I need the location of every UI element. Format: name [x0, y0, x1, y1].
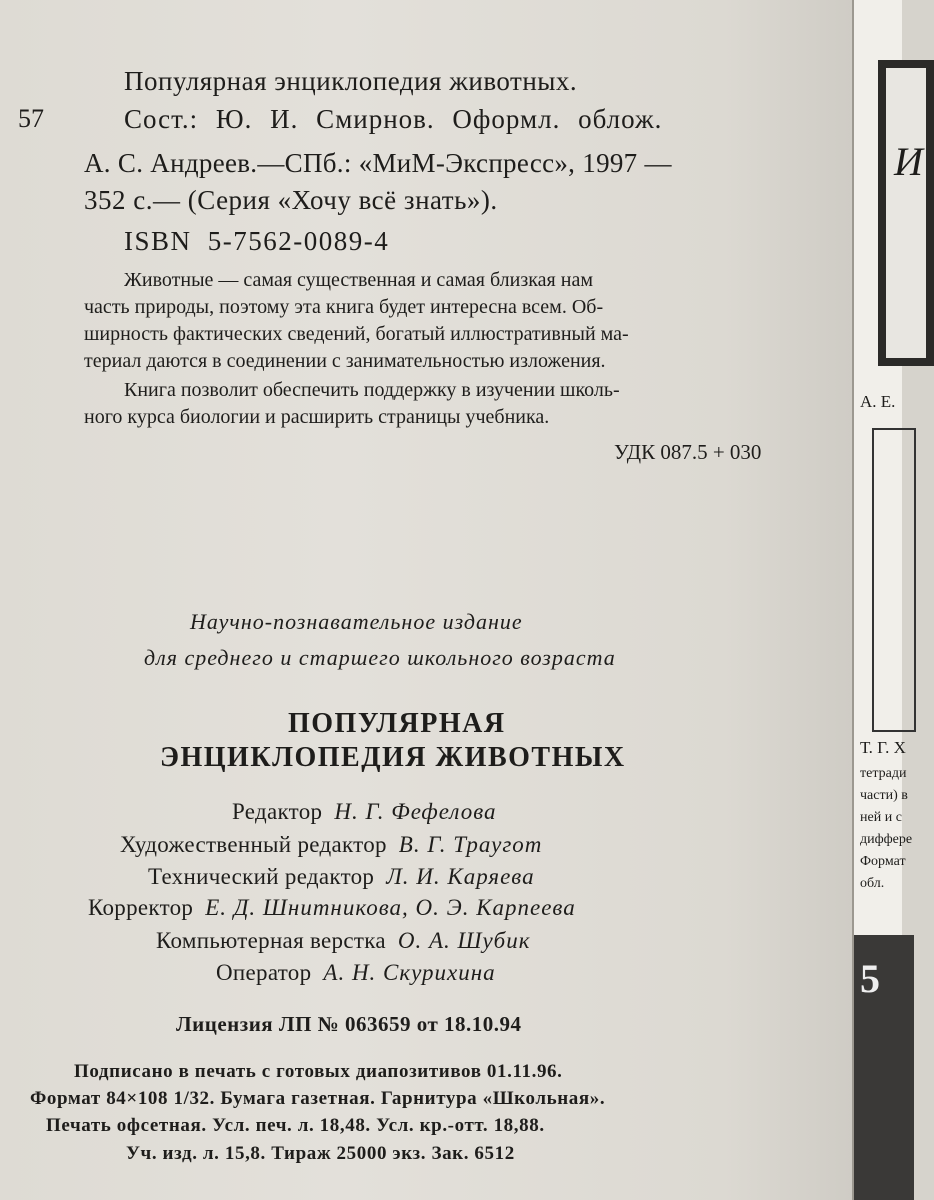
credit-layout: [156, 928, 531, 954]
annotation-line: Книга позволит обеспечить поддержку в изучении школь-: [124, 379, 620, 401]
credit-role: Корректор: [88, 895, 194, 920]
credit-role: Художественный редактор: [120, 832, 387, 857]
edition-audience: для среднего и старшего школьного возраста: [144, 645, 616, 670]
credit-name: В. Г. Траугот: [398, 832, 543, 857]
catalog-compiler: Сост.: Ю. И. Смирнов. Оформл. облож.: [124, 104, 663, 134]
imprint-line: Подписано в печать с готовых диапозитивов 01.11.96.: [74, 1061, 563, 1082]
udk-code: УДК 087.5 + 030: [614, 440, 762, 464]
adjacent-text: ней и с: [860, 810, 902, 825]
credit-role: Технический редактор: [148, 864, 375, 889]
annotation-line: ного курса биологии и расширить страницы учебника.: [84, 406, 550, 428]
annotation-line: териал даются в соединении с занимательностью изложения.: [84, 350, 606, 372]
book-title-line1: ПОПУЛЯРНАЯ: [288, 708, 506, 739]
adjacent-thumb-glyph: 5: [860, 956, 880, 1001]
adjacent-text: диффере: [860, 832, 913, 847]
catalog-pages: 352 с.— (Серия «Хочу всё знать»).: [84, 185, 498, 215]
catalog-publisher: А. С. Андреев.—СПб.: «МиМ-Экспресс», 1997 —: [84, 148, 672, 178]
credit-role: Компьютерная верстка: [156, 928, 386, 953]
adjacent-page-edge: [852, 0, 923, 1200]
adjacent-cover-box: [878, 60, 934, 366]
adjacent-thumbnail: [854, 935, 914, 1200]
credit-art-editor: [120, 832, 542, 858]
credit-name: Е. Д. Шнитникова, О. Э. Карпеева: [205, 895, 576, 920]
credit-tech-editor: [148, 864, 535, 890]
adjacent-text: Формат: [860, 854, 906, 869]
credit-operator: [216, 960, 496, 986]
adjacent-glyph: И: [894, 139, 923, 184]
catalog-title: Популярная энциклопедия животных.: [124, 66, 578, 96]
book-title-line2: ЭНЦИКЛОПЕДИЯ ЖИВОТНЫХ: [160, 742, 626, 773]
license: Лицензия ЛП № 063659 от 18.10.94: [176, 1012, 522, 1036]
credit-name: О. А. Шубик: [397, 928, 531, 953]
credit-proofreader: [88, 895, 576, 921]
credit-role: Оператор: [216, 960, 312, 985]
adjacent-text: части) в: [860, 788, 908, 803]
adjacent-text: Т. Г. Х: [860, 738, 906, 757]
imprint-line: Уч. изд. л. 15,8. Тираж 25000 экз. Зак. 6512: [126, 1143, 515, 1164]
adjacent-frame: [872, 428, 916, 732]
credit-name: Н. Г. Фефелова: [334, 799, 497, 824]
credit-name: А. Н. Скурихина: [323, 960, 496, 985]
annotation-line: ширность фактических сведений, богатый иллюстративный ма-: [84, 323, 629, 345]
adjacent-text: обл.: [860, 876, 885, 891]
credit-name: Л. И. Каряева: [386, 864, 535, 889]
annotation-line: часть природы, поэтому эта книга будет интересна всем. Об-: [84, 296, 604, 318]
annotation-line: Животные — самая существенная и самая близкая нам: [124, 269, 593, 291]
credit-role: Редактор: [232, 799, 323, 824]
isbn: ISBN 5-7562-0089-4: [124, 226, 390, 256]
adjacent-text: тетради: [860, 766, 907, 781]
imprint-line: Формат 84×108 1/32. Бумага газетная. Гарнитура «Школьная».: [30, 1088, 606, 1109]
page-number: 57: [18, 104, 44, 133]
adjacent-text: А. Е.: [860, 392, 896, 411]
edition-type: Научно-познавательное издание: [190, 609, 523, 634]
imprint-line: Печать офсетная. Усл. печ. л. 18,48. Усл. кр.-отт. 18,88.: [46, 1115, 545, 1136]
credit-editor: [232, 799, 497, 825]
